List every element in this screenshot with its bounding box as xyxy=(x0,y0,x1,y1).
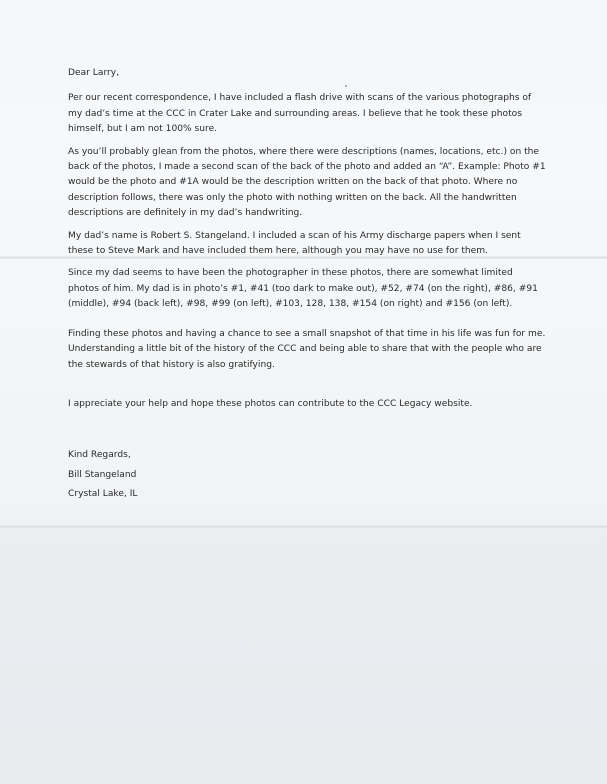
paragraph-flash-drive: Per our recent correspondence, I have included a flash drive with scans of the various photographs of my dad’s time at the CCC in Crater Lake and surrounding areas. I believe that he took these photos himself, but I am not 100% sure. xyxy=(68,93,532,135)
paper-fold-lower xyxy=(0,525,607,528)
appreciation-line: I appreciate your help and hope these photos can contribute to the CCC Legacy website. xyxy=(68,398,473,409)
paragraph-dad-name: My dad’s name is Robert S. Stangeland. I included a scan of his Army discharge papers when I sent these to Steve Mark and have included them here, although you may have no use for them. xyxy=(68,230,521,257)
paragraph-photo-list: Since my dad seems to have been the photographer in these photos, there are somewhat limited photos of him. My dad is in photo’s #1, #41 (too dark to make out), #52, #74 (on the right), #86, #91 (middle), #94 (back left), #98, #99 (on left), #103, 128, 138, #154 (on right) and #156 (on left). xyxy=(68,268,538,310)
letter-body xyxy=(68,66,546,507)
signature-location: Crystal Lake, IL xyxy=(68,489,138,500)
paragraph-descriptions: As you’ll probably glean from the photos, where there were descriptions (names, locations, etc.) on the back of the photos, I made a second scan of the back of the photo and added an “A”. Example: Photo #1 would be the photo and #1A would be the description written on the back of that photo. Where no description follows, there was only the photo with nothing written on the back. All the handwritten descriptions are definitely in my dad’s handwriting. xyxy=(68,146,546,219)
paper-shading xyxy=(0,527,607,784)
signature-name: Bill Stangeland xyxy=(68,469,137,480)
paragraph-gratifying: Finding these photos and having a chance to see a small snapshot of that time in his life was fun for me. Understanding a little bit of the history of the CCC and being able to share that with the people who are the stewards of that history is also gratifying. xyxy=(68,328,546,370)
salutation: Dear Larry, xyxy=(68,68,120,78)
closing: Kind Regards, xyxy=(68,450,131,461)
